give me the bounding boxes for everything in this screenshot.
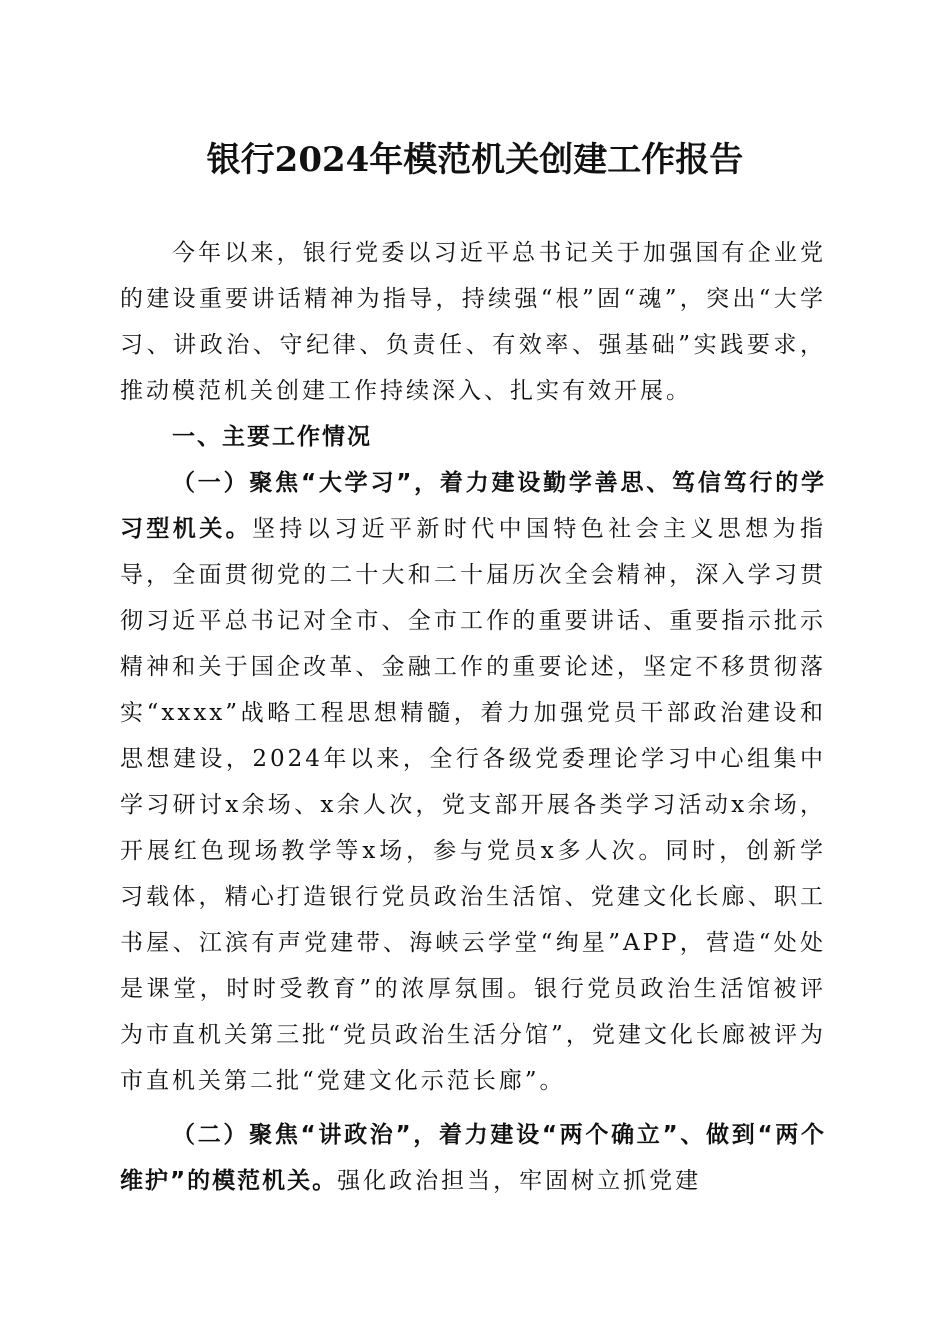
subsection-1-paragraph (120, 460, 826, 1104)
section-heading: 一、主要工作情况 (172, 424, 372, 450)
subsection-1-title: （一）聚焦“大学习”，着力建设勤学善思、笃信笃行的学习型机关。 (120, 470, 826, 542)
subsection-1-text: 坚持以习近平新时代中国特色社会主义思想为指导，全面贯彻党的二十大和二十届历次全会精神，深入学习贯彻习近平总书记对全市、全市工作的重要讲话、重要指示批示精神和关于国企改革、金融工作的重要论述，坚定不移贯彻落实“xxxx”战略工程思想精髓，着力加强党员干部政治建设和思想建设，2024年以来，全行各级党委理论学习中心组集中学习研讨x余场、x余人次，党支部开展各类学习活动x余场，开展红色现场教学等x场，参与党员x多人次。同时，创新学习载体，精心打造银行党员政治生活馆、党建文化长廊、职工书屋、江滨有声党建带、海峡云学堂“绚星”APP，营造“处处是课堂，时时受教育”的浓厚氛围。银行党员政治生活馆被评为市直机关第三批“党员政治生活分馆”，党建文化长廊被评为市直机关第二批“党建文化示范长廊”。 (120, 516, 826, 1094)
intro-paragraph: 今年以来，银行党委以习近平总书记关于加强国有企业党的建设重要讲话精神为指导，持续强“根”固“魂”，突出“大学习、讲政治、守纪律、负责任、有效率、强基础”实践要求，推动模范机关创建工作持续深入、扎实有效开展。 (120, 240, 826, 404)
paragraph-gap (120, 1104, 826, 1112)
subsection-2-paragraph (120, 1112, 826, 1204)
document-body (120, 230, 826, 1204)
subsection-2-text: 强化政治担当，牢固树立抓党建 (337, 1168, 702, 1194)
document-title: 银行2024年模范机关创建工作报告 (206, 140, 744, 180)
subsection-2-title: （二）聚焦“讲政治”，着力建设“两个确立”、做到“两个维护”的模范机关。 (120, 1122, 826, 1194)
